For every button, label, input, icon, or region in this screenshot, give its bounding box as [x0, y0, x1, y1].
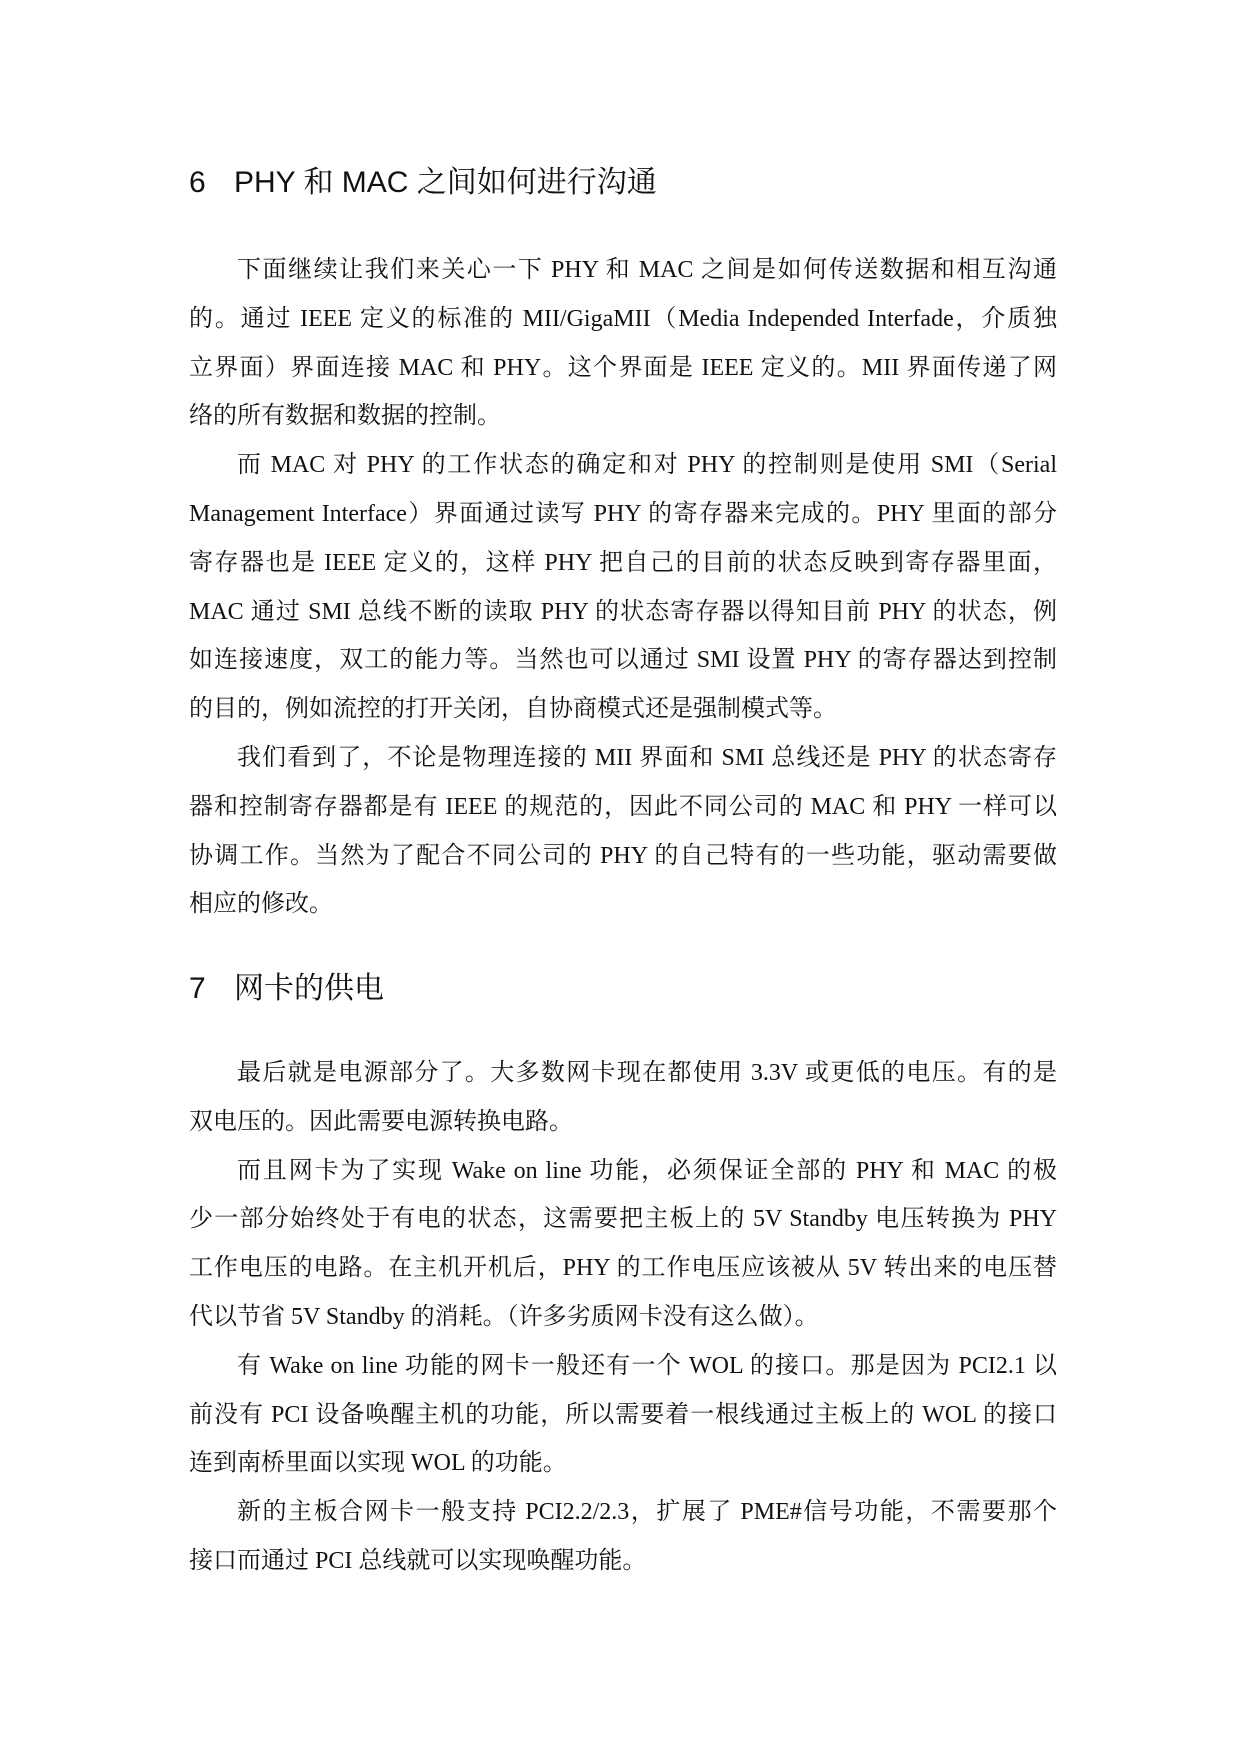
text-line: 新的主板合网卡一般支持 PCI2.2/2.3，扩展了 PME#信号功能，不需要那个: [237, 1499, 1057, 1526]
section-title: 网卡的供电: [234, 972, 384, 1005]
text-line: 接口而通过 PCI 总线就可以实现唤醒功能。: [189, 1547, 647, 1574]
text-line: 代以节省 5V Standby 的消耗。（许多劣质网卡没有这么做）。: [189, 1303, 819, 1330]
text-line: 有 Wake on line 功能的网卡一般还有一个 WOL 的接口。那是因为 PCI2.1 以: [237, 1352, 1057, 1379]
text-line: 而 MAC 对 PHY 的工作状态的确定和对 PHY 的控制则是使用 SMI（Serial: [237, 452, 1057, 479]
paragraph: [189, 734, 1057, 929]
text-line: 双电压的。因此需要电源转换电路。: [189, 1108, 573, 1135]
text-line: 立界面）界面连接 MAC 和 PHY。这个界面是 IEEE 定义的。MII 界面传递了网: [189, 354, 1057, 381]
text-line: 我们看到了，不论是物理连接的 MII 界面和 SMI 总线还是 PHY 的状态寄存: [237, 744, 1057, 771]
section-body: [189, 246, 1057, 929]
text-line: 连到南桥里面以实现 WOL 的功能。: [189, 1450, 567, 1477]
paragraph: [189, 441, 1057, 734]
paragraph: [189, 1049, 1057, 1147]
text-line: 最后就是电源部分了。大多数网卡现在都使用 3.3V 或更低的电压。有的是: [237, 1060, 1057, 1086]
section-heading: [189, 969, 1057, 1009]
text-line: 协调工作。当然为了配合不同公司的 PHY 的自己特有的一些功能，驱动需要做: [189, 842, 1057, 869]
text-line: 相应的修改。: [189, 891, 333, 918]
text-line: 下面继续让我们来关心一下 PHY 和 MAC 之间是如何传送数据和相互沟通: [237, 257, 1057, 283]
text-line: 器和控制寄存器都是有 IEEE 的规范的，因此不同公司的 MAC 和 PHY 一样可以: [189, 793, 1057, 820]
text-line: 而且网卡为了实现 Wake on line 功能，必须保证全部的 PHY 和 MAC 的极: [237, 1157, 1057, 1184]
section-title: PHY 和 MAC 之间如何进行沟通: [234, 166, 657, 199]
text-line: 前没有 PCI 设备唤醒主机的功能，所以需要着一根线通过主板上的 WOL 的接口: [189, 1401, 1057, 1428]
section-number: 6: [189, 166, 206, 199]
paragraph: [189, 246, 1057, 441]
text-line: 少一部分始终处于有电的状态，这需要把主板上的 5V Standby 电压转换为 PHY: [189, 1206, 1057, 1233]
section-heading: [189, 163, 1057, 203]
text-line: 如连接速度，双工的能力等。当然也可以通过 SMI 设置 PHY 的寄存器达到控制: [189, 647, 1057, 674]
text-line: 络的所有数据和数据的控制。: [189, 403, 501, 430]
paragraph: [189, 1488, 1057, 1586]
section-number: 7: [189, 972, 206, 1005]
text-line: 寄存器也是 IEEE 定义的，这样 PHY 把自己的目前的状态反映到寄存器里面，: [189, 549, 1057, 576]
text-line: 工作电压的电路。在主机开机后，PHY 的工作电压应该被从 5V 转出来的电压替: [189, 1255, 1057, 1282]
paragraph: [189, 1147, 1057, 1342]
section-body: [189, 1049, 1057, 1586]
paragraph: [189, 1342, 1057, 1488]
text-line: 的。通过 IEEE 定义的标准的 MII/GigaMII（Media Independed Interfade，介质独: [189, 305, 1057, 332]
text-line: Management Interface）界面通过读写 PHY 的寄存器来完成的。PHY 里面的部分: [189, 500, 1057, 527]
text-line: 的目的，例如流控的打开关闭，自协商模式还是强制模式等。: [189, 696, 837, 723]
text-line: MAC 通过 SMI 总线不断的读取 PHY 的状态寄存器以得知目前 PHY 的状态，例: [189, 598, 1057, 625]
